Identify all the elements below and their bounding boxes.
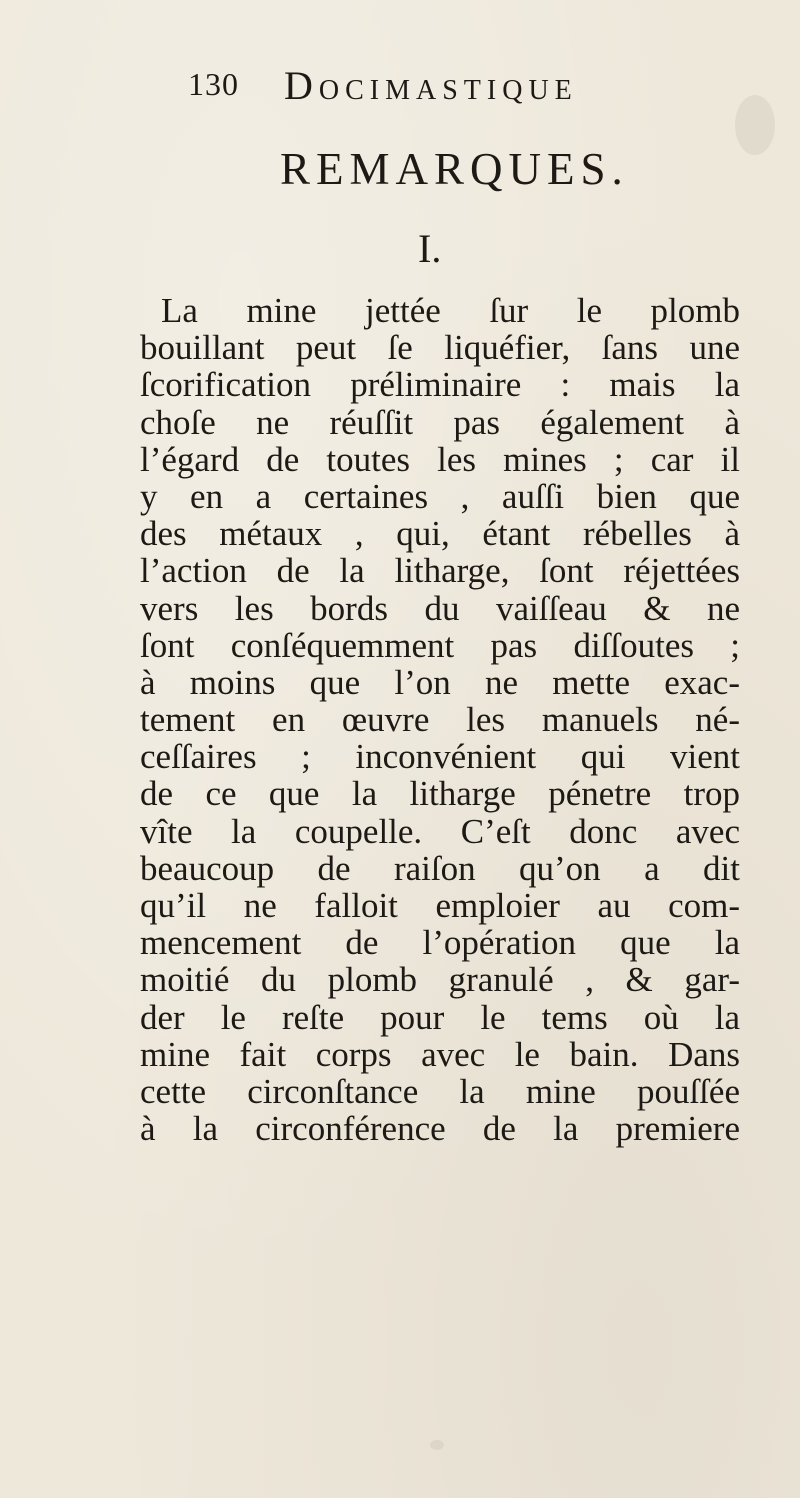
text-line: cette circonſtance la mine pouſſée — [140, 1071, 740, 1111]
text-line: choſe ne réuſſit pas également à — [140, 402, 740, 442]
page-header — [188, 62, 658, 112]
text-line: La mine jettée ſur le plomb — [161, 291, 740, 330]
text-line: de ce que la litharge pénetre trop — [140, 774, 740, 814]
text-line: à moins que l’on ne mette exac- — [140, 662, 740, 702]
text-line: vîte la coupelle. C’eſt donc avec — [140, 811, 740, 851]
section-title: REMARQUES. — [280, 144, 629, 194]
text-line: à la circonférence de la premiere — [140, 1109, 740, 1149]
text-line: vers les bords du vaiſſeau & ne — [140, 588, 740, 628]
text-line: ſcorification préliminaire : mais la — [140, 365, 740, 405]
page-number: 130 — [188, 66, 239, 102]
text-line: l’action de la litharge, ſont réjettées — [140, 551, 740, 591]
text-line: tement en œuvre les manuels né- — [140, 700, 740, 740]
text-line: ſont conſéquemment pas diſſoutes ; — [140, 625, 740, 665]
text-line: der le reſte pour le tems où la — [140, 997, 740, 1037]
text-line: qu’il ne falloit emploier au com- — [140, 886, 740, 925]
section-number: I. — [418, 226, 442, 271]
paper-stain — [430, 1440, 444, 1450]
text-line: y en a certaines , auſſi bien que — [140, 476, 740, 516]
text-line: moitié du plomb granulé , & gar- — [140, 960, 740, 1000]
text-line: beaucoup de raiſon qu’on a dit — [140, 848, 740, 888]
text-line: des métaux , qui, étant rébelles à — [140, 514, 740, 554]
text-line: ceſſaires ; inconvénient qui vient — [140, 737, 740, 777]
running-head: Docimastique — [284, 63, 578, 108]
paper-stain — [735, 95, 775, 155]
text-line: bouillant peut ſe liquéfier, ſans une — [140, 328, 740, 368]
text-line: mencement de l’opération que la — [140, 923, 740, 963]
text-line: l’égard de toutes les mines ; car il — [140, 439, 740, 479]
body-text — [140, 292, 740, 1147]
text-line: mine fait corps avec le bain. Dans — [140, 1034, 740, 1074]
